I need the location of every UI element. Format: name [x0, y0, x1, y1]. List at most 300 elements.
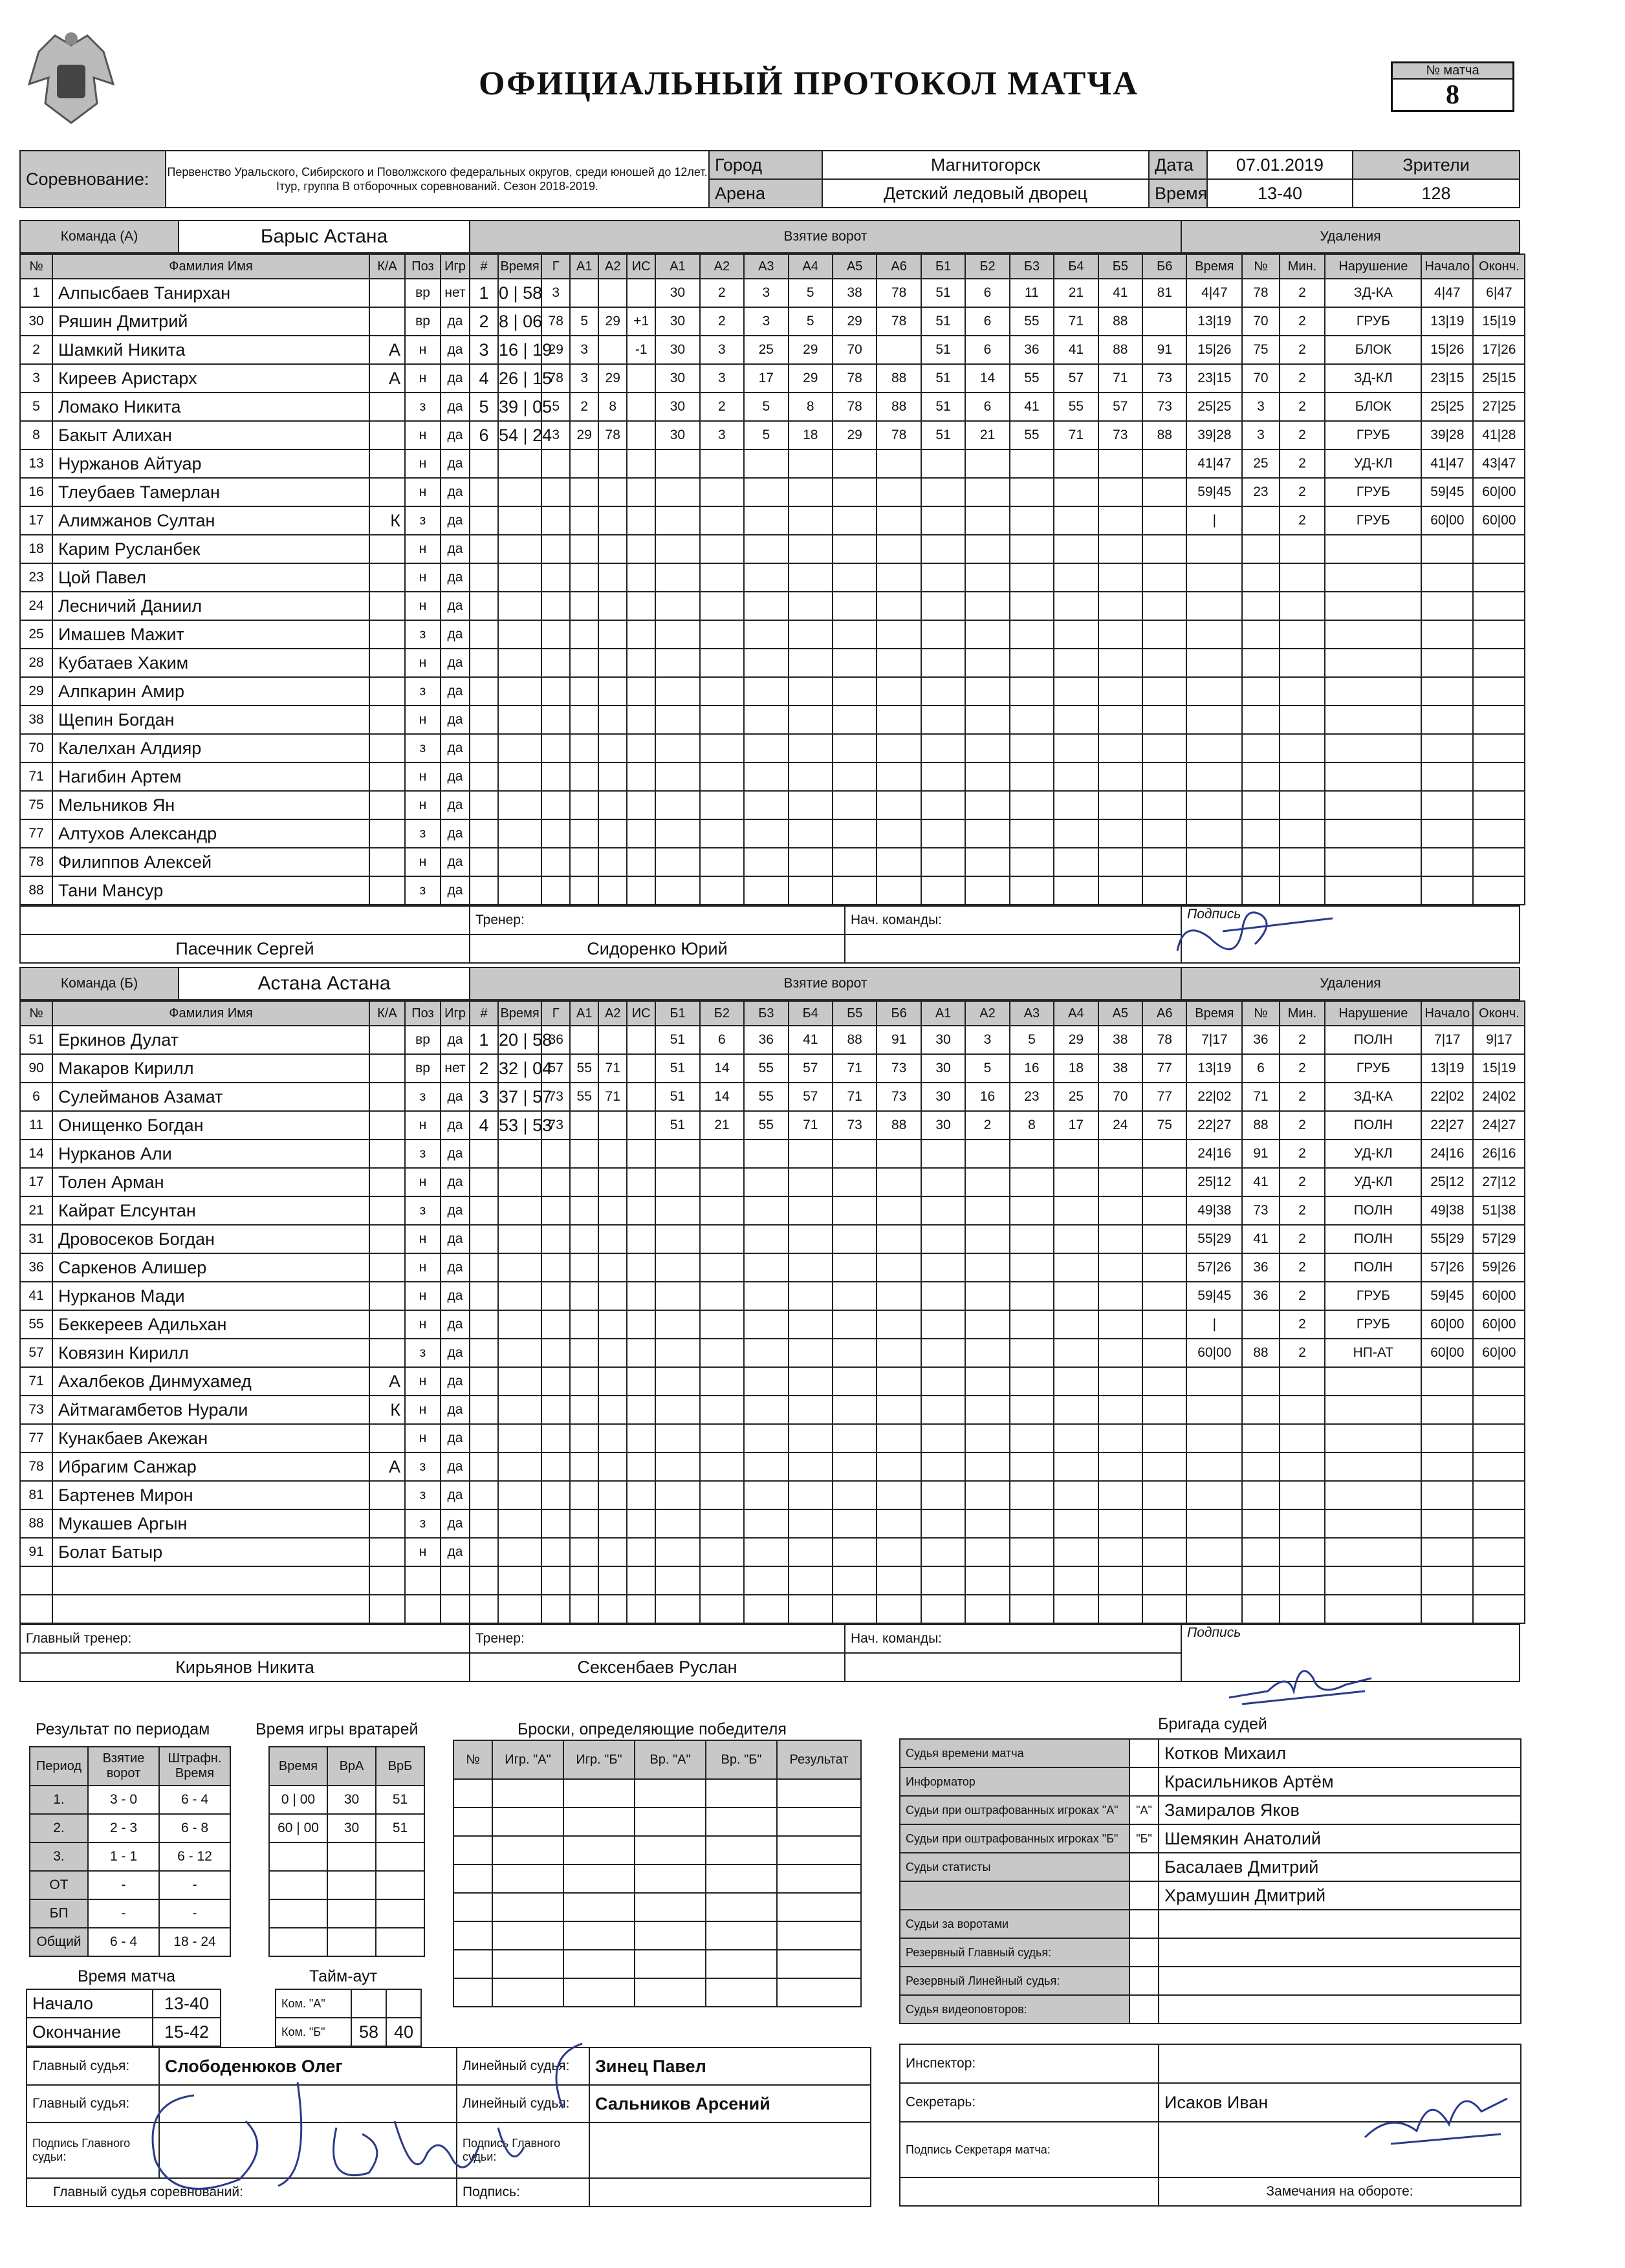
team_a-label: Команда (А)	[20, 221, 179, 253]
team_a-pen-player: 75	[1242, 336, 1279, 364]
head-coach-label: Главный тренер:	[20, 1625, 470, 1653]
team_b-goal-num: 1	[470, 1026, 498, 1054]
team_a-goal-cell: 3	[744, 279, 788, 307]
team_a-goal-cell: 38	[833, 279, 877, 307]
team_b-player-role	[369, 1196, 405, 1225]
team_a-player-position: вр	[405, 279, 441, 307]
team_a-player-name: Алтухов Александр	[52, 819, 369, 848]
team_a-pen-violation: ГРУБ	[1325, 506, 1421, 535]
goalie-b-cell: 51	[376, 1786, 424, 1814]
team_b-pen-time: 49|38	[1186, 1196, 1242, 1225]
team_a-goal-cell: 55	[1054, 393, 1098, 421]
competition-label: Соревнование:	[20, 151, 166, 208]
team_b-goal-col: А2	[965, 1001, 1009, 1026]
period-cell: 6 - 4	[159, 1786, 230, 1814]
team_a-goal-cell	[598, 336, 627, 364]
line-referee-1: Зинец Павел	[589, 2047, 871, 2085]
team_a-player-position: з	[405, 819, 441, 848]
team_b-goal-cell: 70	[1098, 1083, 1142, 1111]
team_b-goal-cell: 55	[744, 1111, 788, 1139]
team_b-pen-time: |	[1186, 1310, 1242, 1339]
team_a-goal-cell: 6	[965, 393, 1009, 421]
team_a-goal-num: 2	[470, 307, 498, 336]
team_a-pen-end: 41|28	[1473, 421, 1525, 449]
team_b-goal-num: 3	[470, 1083, 498, 1111]
team_a-player-role	[369, 307, 405, 336]
team_b-player-name: Сулейманов Азамат	[52, 1083, 369, 1111]
period-cell: 2 - 3	[88, 1814, 159, 1842]
team_b-player-name: Айтмагамбетов Нурали	[52, 1396, 369, 1424]
team_a-goal-cell: 29	[541, 336, 570, 364]
team_a-goal-time: 16 | 19	[498, 336, 541, 364]
team_a-goal-cell: 3	[700, 421, 744, 449]
team_b-player-position: н	[405, 1225, 441, 1253]
team_b-player-role	[369, 1225, 405, 1253]
timeout-b-label: Ком. "Б"	[276, 2018, 351, 2046]
team_b-pen-col: Оконч.	[1473, 1001, 1525, 1026]
end-label: Окончание	[27, 2018, 153, 2046]
team_b-player-name: Беккереев Адильхан	[52, 1310, 369, 1339]
team_a-player-number: 18	[20, 535, 52, 563]
period-cell: -	[88, 1871, 159, 1899]
team_b-pen-minutes: 2	[1280, 1310, 1325, 1339]
team_a-goal-cell: 88	[1098, 336, 1142, 364]
team_a-goal-col: А3	[744, 254, 788, 279]
team_b-pen-end: 60|00	[1473, 1310, 1525, 1339]
team_b-pen-time: 60|00	[1186, 1339, 1242, 1367]
team_a-goal-cell: 51	[921, 393, 965, 421]
team_a-player-number: 24	[20, 592, 52, 620]
team_a-goal-cell: 36	[1010, 336, 1054, 364]
team_a-goal-cell: 71	[1098, 364, 1142, 393]
team_b-goal-cell: 57	[541, 1054, 570, 1083]
team_a-pen-minutes: 2	[1280, 364, 1325, 393]
team_b-goal-cell: 29	[1054, 1026, 1098, 1054]
team_b-pen-player: 36	[1242, 1026, 1279, 1054]
team_b-player-position: з	[405, 1509, 441, 1538]
team_a-roster-table	[19, 254, 1525, 905]
goalie-col: ВрБ	[376, 1747, 424, 1786]
team_b-pen-col: Начало	[1421, 1001, 1473, 1026]
team_b-player-role: А	[369, 1453, 405, 1481]
team_a-goal-cell: 2	[700, 307, 744, 336]
date-value: 07.01.2019	[1207, 151, 1353, 179]
goalie-col: ВрА	[327, 1747, 376, 1786]
team_a-pen-col: Нарушение	[1325, 254, 1421, 279]
team_a-goal-cell: 30	[655, 421, 699, 449]
team_b-pen-player: 36	[1242, 1282, 1279, 1310]
team_b-pen-minutes: 2	[1280, 1026, 1325, 1054]
timeout-title: Тайм-аут	[309, 1967, 378, 1985]
team_b-pen-start: 7|17	[1421, 1026, 1473, 1054]
team_b-pen-start: 59|45	[1421, 1282, 1473, 1310]
team_a-goal-cell: 78	[877, 307, 921, 336]
team_a-player-position: н	[405, 762, 441, 791]
team_a-goal-cell: 88	[1142, 421, 1186, 449]
team_a-goal-cell: 2	[570, 393, 598, 421]
team_a-pen-col: Начало	[1421, 254, 1473, 279]
team_a-roster-col: Игр	[441, 254, 470, 279]
team_a-goal-cell: 29	[598, 307, 627, 336]
goalie-time-cell: 60 | 00	[269, 1814, 327, 1842]
spectators-label: Зрители	[1353, 151, 1520, 179]
team_a-player-name: Имашев Мажит	[52, 620, 369, 649]
team_b-goal-col: А6	[1142, 1001, 1186, 1026]
team_a-goal-cell	[627, 393, 655, 421]
team_a-goal-cell: 51	[921, 307, 965, 336]
chief-referee-label: Главный судья соревнований:	[27, 2178, 457, 2207]
team_a-pen-player: 70	[1242, 364, 1279, 393]
team_b-player-number: 78	[20, 1453, 52, 1481]
team_b-goal-cell: 55	[744, 1054, 788, 1083]
team_a-goal-cell: 5	[744, 421, 788, 449]
goalie-time-title: Время игры вратарей	[256, 1720, 419, 1738]
team_a-goal-col: А2	[598, 254, 627, 279]
team_b-player-position: н	[405, 1310, 441, 1339]
team_b-player-number: 88	[20, 1509, 52, 1538]
team_b-player-played: да	[441, 1396, 470, 1424]
team_b-pen-time: 59|45	[1186, 1282, 1242, 1310]
line-referee-label-2: Линейный судья:	[457, 2085, 589, 2122]
team_a-signature-label: Подпись	[1181, 906, 1520, 963]
official-role: Судьи при оштрафованных игроках "Б"	[900, 1824, 1129, 1853]
team_a-goal-cell: 5	[570, 307, 598, 336]
team_b-player-name: Бартенев Мирон	[52, 1481, 369, 1509]
team_b-goal-cell: 51	[655, 1026, 699, 1054]
team_a-goal-cell: 51	[921, 421, 965, 449]
team_b-pen-violation: ПОЛН	[1325, 1225, 1421, 1253]
team_b-goal-col: Б2	[700, 1001, 744, 1026]
team_b-player-position: н	[405, 1424, 441, 1453]
team_b-player-number: 91	[20, 1538, 52, 1566]
team_b-player-played: да	[441, 1168, 470, 1196]
team_a-goal-cell: 57	[1098, 393, 1142, 421]
team_a-player-name: Нагибин Артем	[52, 762, 369, 791]
team_a-player-position: н	[405, 364, 441, 393]
team_a-player-number: 77	[20, 819, 52, 848]
team_b-goal-cell: 78	[1142, 1026, 1186, 1054]
team_a-penalties-header: Удаления	[1181, 221, 1520, 253]
team_b-pen-start: 60|00	[1421, 1339, 1473, 1367]
team_a-player-name: Алпкарин Амир	[52, 677, 369, 706]
team_b-goal-cell: 36	[744, 1026, 788, 1054]
team_a-pen-time: |	[1186, 506, 1242, 535]
team_a-player-played: да	[441, 819, 470, 848]
team_a-goal-cell: 6	[965, 307, 1009, 336]
page-title: ОФИЦИАЛЬНЫЙ ПРОТОКОЛ МАТЧА	[479, 65, 1139, 102]
team_b-player-role: А	[369, 1367, 405, 1396]
team_a-goal-cell: 71	[1054, 307, 1098, 336]
team_b-goal-cell: 55	[744, 1083, 788, 1111]
team_b-goal-cell: 25	[1054, 1083, 1098, 1111]
goalie-a-cell: 30	[327, 1814, 376, 1842]
official-role: Судьи статисты	[900, 1853, 1129, 1881]
team_b-player-played: да	[441, 1453, 470, 1481]
team_b-player-role	[369, 1139, 405, 1168]
team_b-player-played: да	[441, 1424, 470, 1453]
team_b-player-played: да	[441, 1367, 470, 1396]
team_a-goal-cell: 29	[789, 336, 833, 364]
team_a-goal-cell: 29	[833, 421, 877, 449]
team_a-goal-cell: 78	[833, 364, 877, 393]
team_b-goal-col: А1	[921, 1001, 965, 1026]
team_a-player-position: вр	[405, 307, 441, 336]
team_a-player-played: да	[441, 876, 470, 905]
team_a-player-role	[369, 819, 405, 848]
team_b-goal-cell: 91	[877, 1026, 921, 1054]
team_a-pen-violation: ГРУБ	[1325, 478, 1421, 506]
team_b-goal-cell: 30	[921, 1083, 965, 1111]
team_b-pen-player: 73	[1242, 1196, 1279, 1225]
team_b-pen-violation: ЗД-КА	[1325, 1083, 1421, 1111]
team_b-goal-cell: 30	[921, 1026, 965, 1054]
team_b-goal-col: А1	[570, 1001, 598, 1026]
shootout-title: Броски, определяющие победителя	[518, 1720, 787, 1738]
team_a-goal-cell: +1	[627, 307, 655, 336]
team_b-pen-end: 60|00	[1473, 1282, 1525, 1310]
team_a-player-name: Тани Мансур	[52, 876, 369, 905]
official-role: Судьи за воротами	[900, 1910, 1129, 1938]
team_a-captain-label: Нач. команды:	[845, 906, 1181, 934]
team_b-goal-cell	[570, 1026, 598, 1054]
team_b-player-played: да	[441, 1083, 470, 1111]
team_a-goal-col: #	[470, 254, 498, 279]
time-value: 13-40	[1207, 179, 1353, 208]
team_a-goal-cell: 81	[1142, 279, 1186, 307]
team_a-player-number: 75	[20, 791, 52, 819]
team_a-player-role	[369, 734, 405, 762]
team_a-goal-cell: 21	[965, 421, 1009, 449]
team_b-player-position: з	[405, 1453, 441, 1481]
team_b-pen-minutes: 2	[1280, 1168, 1325, 1196]
emblem-logo	[19, 26, 123, 136]
team_a-player-played: да	[441, 677, 470, 706]
team_a-goal-cell: 30	[655, 393, 699, 421]
team_a-goals-header: Взятие ворот	[470, 221, 1181, 253]
team_a-pen-start: 25|25	[1421, 393, 1473, 421]
team_b-player-role	[369, 1481, 405, 1509]
team_b-goal-cell: 8	[1010, 1111, 1054, 1139]
team_b-pen-start: 24|16	[1421, 1139, 1473, 1168]
team_a-player-played: да	[441, 478, 470, 506]
team_b-goal-cell: 2	[965, 1111, 1009, 1139]
team_b-header	[19, 967, 1520, 1000]
official-role: Информатор	[900, 1767, 1129, 1796]
team_a-player-number: 16	[20, 478, 52, 506]
team_a-goal-cell: 78	[541, 364, 570, 393]
team_a-pen-start: 60|00	[1421, 506, 1473, 535]
team_b-player-number: 90	[20, 1054, 52, 1083]
team_a-roster-col: К/А	[369, 254, 405, 279]
team_a-pen-end: 27|25	[1473, 393, 1525, 421]
team_b-goal-cell: 71	[598, 1054, 627, 1083]
official-name: Котков Михаил	[1159, 1739, 1521, 1767]
team_a-player-position: з	[405, 677, 441, 706]
team_a-player-name: Калелхан Алдияр	[52, 734, 369, 762]
team_a-trainer-label: Тренер:	[470, 906, 845, 934]
team_a-player-role	[369, 791, 405, 819]
team_a-pen-end: 60|00	[1473, 506, 1525, 535]
official-name: Басалаев Дмитрий	[1159, 1853, 1521, 1881]
team_b-player-name: Ковязин Кирилл	[52, 1339, 369, 1367]
team_b-trainer-label: Тренер:	[470, 1625, 845, 1653]
team_a-goal-cell	[627, 364, 655, 393]
team_b-goal-cell: 6	[700, 1026, 744, 1054]
period-cell: 6 - 4	[88, 1928, 159, 1956]
team_b-player-name: Нурканов Мади	[52, 1282, 369, 1310]
team_a-player-number: 3	[20, 364, 52, 393]
team_b-player-position: н	[405, 1282, 441, 1310]
team_a-player-number: 70	[20, 734, 52, 762]
team_a-goal-cell: 73	[1098, 421, 1142, 449]
team_b-player-played: да	[441, 1111, 470, 1139]
team_a-pen-time: 41|47	[1186, 449, 1242, 478]
team_a-goal-col: А4	[789, 254, 833, 279]
team_b-goal-cell: 88	[833, 1026, 877, 1054]
goalie-a-cell: 30	[327, 1786, 376, 1814]
team_a-pen-time: 23|15	[1186, 364, 1242, 393]
team_a-goal-time: 8 | 06	[498, 307, 541, 336]
team_b-captain-label: Нач. команды:	[845, 1625, 1181, 1653]
arena-label: Арена	[709, 179, 822, 208]
team_a-player-played: да	[441, 421, 470, 449]
team_a-goal-cell: 78	[598, 421, 627, 449]
team_b-goal-cell: 73	[877, 1083, 921, 1111]
team_b-player-role	[369, 1253, 405, 1282]
team_a-goal-cell: 78	[541, 307, 570, 336]
team_b-pen-col: Время	[1186, 1001, 1242, 1026]
team_a-player-position: н	[405, 791, 441, 819]
team_a-goal-cell: 8	[789, 393, 833, 421]
team_b-player-number: 71	[20, 1367, 52, 1396]
team_b-goal-cell: 3	[965, 1026, 1009, 1054]
match-number-label: № матча	[1393, 63, 1512, 80]
team_b-player-position: з	[405, 1339, 441, 1367]
team_b-player-role	[369, 1168, 405, 1196]
team_b-goal-cell	[598, 1026, 627, 1054]
team_b-player-number: 81	[20, 1481, 52, 1509]
team_a-player-role	[369, 649, 405, 677]
signature-label: Подпись:	[457, 2178, 589, 2207]
team_a-pen-end: 17|26	[1473, 336, 1525, 364]
team_a-player-role	[369, 876, 405, 905]
team_b-player-name: Нурканов Али	[52, 1139, 369, 1168]
team_a-pen-start: 4|47	[1421, 279, 1473, 307]
team_a-goal-cell: 51	[921, 279, 965, 307]
team_a-goal-col: А2	[700, 254, 744, 279]
team_a-pen-time: 4|47	[1186, 279, 1242, 307]
team_b-pen-player: 88	[1242, 1111, 1279, 1139]
team_b-roster-col: К/А	[369, 1001, 405, 1026]
team_a-player-position: н	[405, 706, 441, 734]
main-referee-1: Слободенюков Олег	[159, 2047, 457, 2085]
team_b-pen-minutes: 2	[1280, 1139, 1325, 1168]
team_b-pen-start: 13|19	[1421, 1054, 1473, 1083]
team_a-pen-time: 25|25	[1186, 393, 1242, 421]
team_b-pen-minutes: 2	[1280, 1339, 1325, 1367]
team_a-player-number: 38	[20, 706, 52, 734]
team_b-pen-minutes: 2	[1280, 1054, 1325, 1083]
team_a-player-number: 28	[20, 649, 52, 677]
team_a-player-number: 17	[20, 506, 52, 535]
team_a-goal-time: 39 | 05	[498, 393, 541, 421]
main-referee-label-2: Главный судья:	[27, 2085, 159, 2122]
team_a-player-name: Филиппов Алексей	[52, 848, 369, 876]
team_b-player-role	[369, 1538, 405, 1566]
secretary-signature-label: Подпись Секретаря матча:	[900, 2122, 1159, 2177]
team_a-player-played: да	[441, 364, 470, 393]
team_a-pen-col: Оконч.	[1473, 254, 1525, 279]
team_b-goal-cell: 16	[1010, 1054, 1054, 1083]
team_a-goal-cell: 57	[1054, 364, 1098, 393]
signature-team-b	[1216, 1652, 1378, 1711]
team_a-goal-num: 5	[470, 393, 498, 421]
match-number-box	[1391, 61, 1514, 112]
team_a-player-name: Тлеубаев Тамерлан	[52, 478, 369, 506]
team_b-pen-violation: НП-АТ	[1325, 1339, 1421, 1367]
period-cell: 18 - 24	[159, 1928, 230, 1956]
team_a-player-role	[369, 592, 405, 620]
team_a-player-name: Алпысбаев Танирхан	[52, 279, 369, 307]
team_b-goal-cell: 14	[700, 1083, 744, 1111]
team_b-label: Команда (Б)	[20, 967, 179, 1000]
team_a-goal-cell: 18	[789, 421, 833, 449]
line-referee-label-1: Линейный судья:	[457, 2047, 589, 2085]
team_a-goal-cell: 30	[655, 336, 699, 364]
team_a-goal-cell: 88	[1098, 307, 1142, 336]
team_b-player-position: з	[405, 1083, 441, 1111]
team_a-goal-col: А1	[655, 254, 699, 279]
team_b-pen-violation: УД-КЛ	[1325, 1168, 1421, 1196]
team_a-goal-num: 4	[470, 364, 498, 393]
team_b-player-name: Макаров Кирилл	[52, 1054, 369, 1083]
team_a-goal-cell: 5	[789, 279, 833, 307]
goalie-col: Время	[269, 1747, 327, 1786]
start-label: Начало	[27, 1989, 153, 2018]
line-referee-signature-label: Подпись Главного судьи:	[457, 2122, 589, 2178]
team_a-player-name: Ряшин Дмитрий	[52, 307, 369, 336]
team_a-pen-player: 3	[1242, 421, 1279, 449]
team_a-pen-violation: УД-КЛ	[1325, 449, 1421, 478]
team_b-goal-cell: 51	[655, 1054, 699, 1083]
official-role: Судья времени матча	[900, 1739, 1129, 1767]
team_a-player-role	[369, 393, 405, 421]
team_a-pen-start: 41|47	[1421, 449, 1473, 478]
team_a-player-role: К	[369, 506, 405, 535]
team_b-player-number: 6	[20, 1083, 52, 1111]
team_b-goal-cell	[627, 1083, 655, 1111]
pen-judge-b: "Б"	[1129, 1824, 1159, 1853]
team_b-goal-col: Г	[541, 1001, 570, 1026]
team_b-pen-time: 7|17	[1186, 1026, 1242, 1054]
team_b-goal-cell: 55	[570, 1083, 598, 1111]
team_a-pen-time: 59|45	[1186, 478, 1242, 506]
team_a-player-played: да	[441, 449, 470, 478]
team_a-pen-violation: БЛОК	[1325, 393, 1421, 421]
official-role: Резервный Линейный судья:	[900, 1967, 1129, 1995]
team_a-goal-cell: 78	[833, 393, 877, 421]
team_a-player-number: 5	[20, 393, 52, 421]
team_b-roster-col: Фамилия Имя	[52, 1001, 369, 1026]
main-referee-signature-label: Подпись Главного судьи:	[27, 2122, 159, 2178]
team_a-player-played: да	[441, 762, 470, 791]
end-value: 15-42	[153, 2018, 221, 2046]
team_a-player-name: Цой Павел	[52, 563, 369, 592]
team_b-goal-cell: 51	[655, 1083, 699, 1111]
team_b-goal-cell: 38	[1098, 1026, 1142, 1054]
team_b-player-name: Онищенко Богдан	[52, 1111, 369, 1139]
team_a-roster-col: Поз	[405, 254, 441, 279]
